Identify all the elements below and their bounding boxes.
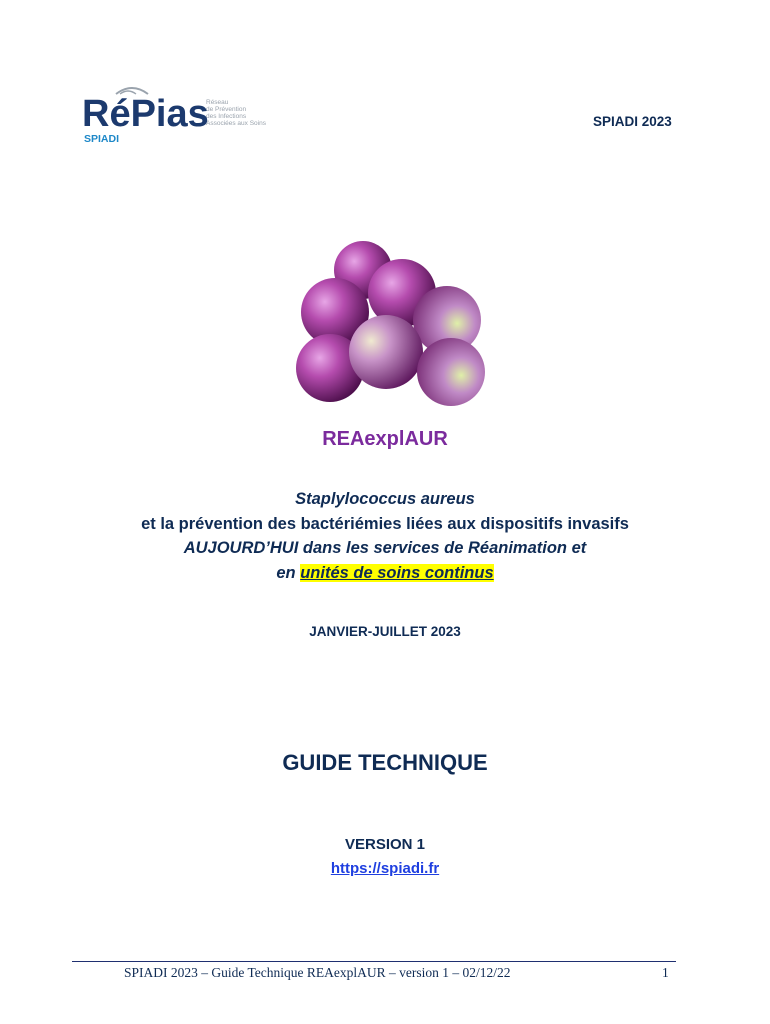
subtitle-line-2: et la prévention des bactériémies liées aux dispositifs invasifs bbox=[141, 514, 629, 533]
study-period: JANVIER-JUILLET 2023 bbox=[309, 624, 461, 639]
version-label: VERSION 1 bbox=[344, 836, 426, 853]
footer-text: SPIADI 2023 – Guide Technique REAexplAUR – version 1 – 02/12/22 bbox=[124, 965, 511, 980]
website-link[interactable]: https://spiadi.fr bbox=[330, 860, 440, 877]
staphylococcus-illustration bbox=[290, 240, 495, 415]
logo-program: SPIADI bbox=[84, 133, 120, 144]
logo-tagline-2: de Prévention bbox=[206, 106, 247, 113]
logo-tagline-3: des Infections bbox=[206, 113, 247, 120]
subtitle-line-3: AUJOURD’HUI dans les services de Réanimation et bbox=[183, 539, 587, 557]
study-subtitle bbox=[0, 487, 770, 585]
page-number: 1 bbox=[662, 965, 669, 980]
document-title: GUIDE TECHNIQUE bbox=[282, 750, 488, 775]
header-label: SPIADI 2023 bbox=[593, 114, 672, 129]
subtitle-line-4-prefix: en bbox=[276, 563, 296, 582]
repias-logo bbox=[80, 82, 280, 144]
subtitle-line-4 bbox=[0, 561, 770, 586]
project-title: REAexplAUR bbox=[322, 428, 448, 450]
highlighted-text: unités de soins continus bbox=[300, 563, 494, 582]
subtitle-line-1: Staplylococcus aureus bbox=[295, 490, 475, 508]
logo-tagline-4: Associées aux Soins bbox=[206, 120, 266, 127]
logo-tagline-1: Réseau bbox=[206, 99, 229, 106]
footer-divider bbox=[72, 961, 676, 962]
logo-brand: RéPias bbox=[82, 93, 209, 135]
